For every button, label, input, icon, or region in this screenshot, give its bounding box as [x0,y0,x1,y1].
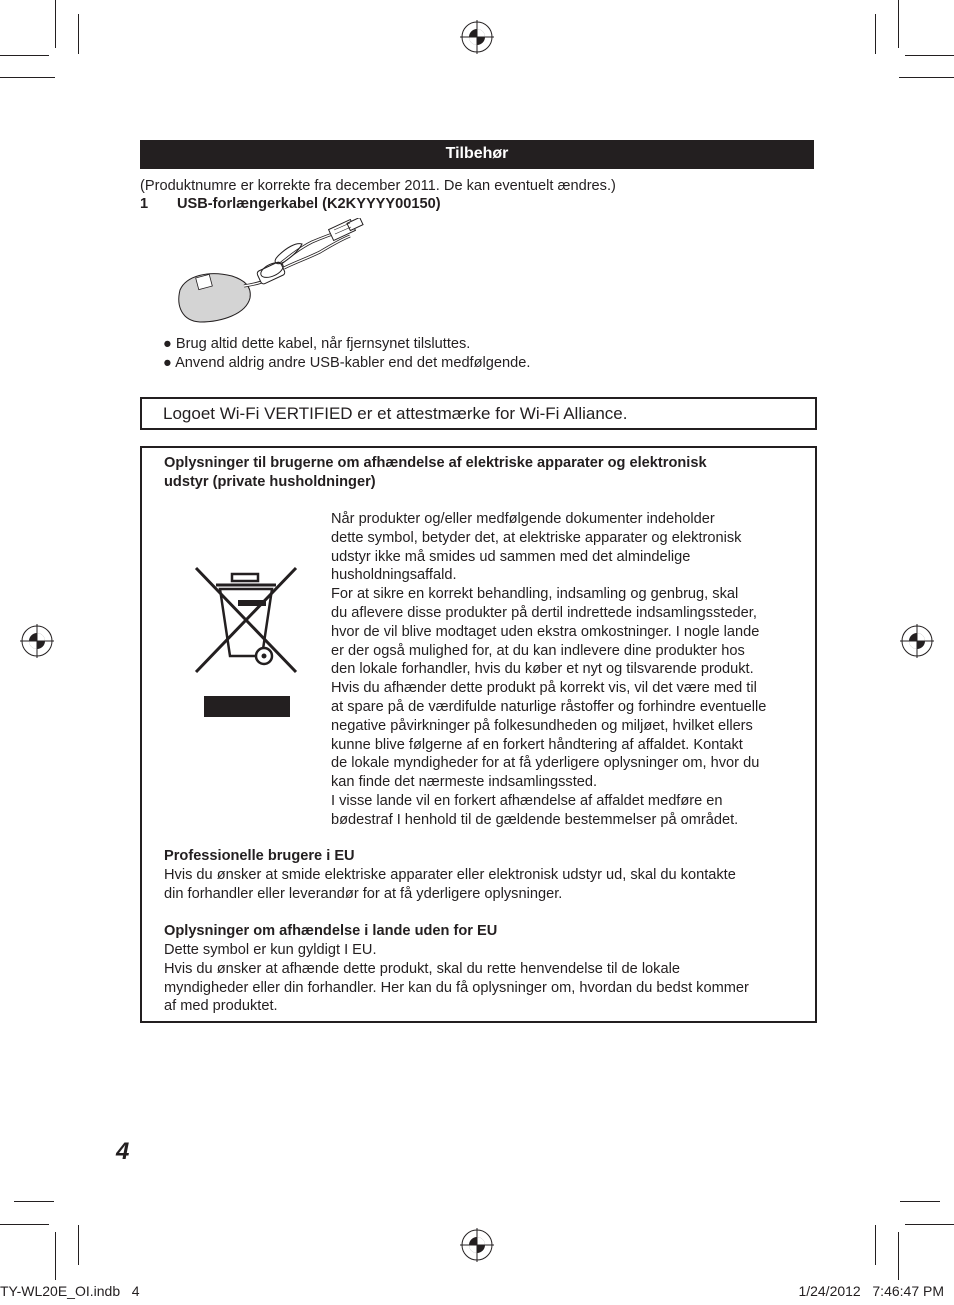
footer-timestamp: 1/24/2012 7:46:47 PM [798,1283,944,1299]
crop-mark [55,0,56,48]
registration-mark-icon [900,624,934,658]
bullet-text: Anvend aldrig andre USB-kabler end det medfølgende. [175,355,531,371]
wifi-notice-text: Logoet Wi-Fi VERTIFIED er et attestmærke for Wi-Fi Alliance. [163,404,628,423]
crop-mark [898,1232,899,1280]
pro-users-title: Professionelle brugere i EU [164,848,355,864]
footer-filename: TY-WL20E_OI.indb 4 [0,1283,140,1299]
crop-mark [0,55,49,56]
section-header: Tilbehør [140,140,814,169]
list-item [163,354,530,373]
crop-mark [0,1224,49,1225]
non-eu-text: Dette symbol er kun gyldigt I EU. Hvis du ønsker at afhænde dette produkt, skal du rette henvendelse til de lokale myndigheder eller din forhandler. Her kan du få oplysninger om, hvordan du bedst kommer af med produktet. [164,942,749,1015]
bullet-icon: ● [163,355,172,371]
non-eu-title: Oplysninger om afhændelse i lande uden for EU [164,923,498,939]
wifi-notice-box [140,397,817,430]
page-number: 4 [116,1138,130,1165]
crop-mark [14,1201,54,1202]
registration-mark-icon [20,624,54,658]
registration-mark-icon [460,20,494,54]
disposal-title: Oplysninger til brugerne om afhændelse af elektriske apparater og elektronisk udstyr (private husholdninger) [164,455,707,490]
bullet-text: Brug altid dette kabel, når fjernsynet tilsluttes. [175,336,471,352]
disposal-body: Når produkter og/eller medfølgende dokumenter indeholder dette symbol, betyder det, at elektriske apparater og elektronisk udstyr ikke må smides ud sammen med det almindelige husholdningsaffald. For at sikre en korrekt behandling, indsamling og genbrug, skal du aflevere disse produkter på dertil indrettede indsamlingssteder, hvor de vil blive modtaget uden ekstra omkostninger. I nogle lande er der også mulighed for, at du kan indlevere dine produkter hos den lokale forhandler, hvis du køber et nyt og tilsvarende produkt. Hvis du afhænder dette produkt på korrekt vis, vil det være med til at spare på de værdifulde naturlige råstoffer og forhindre eventuelle negative påvirkninger på folkesundheden og miljøet, hvilket ellers kunne blive følgerne af en forkert håndtering af affaldet. Kontakt de lokale myndigheder for at få yderligere oplysninger om, hvor du kan finde det nærmeste indsamlingssted. I visse lande vil en forkert afhændelse af affaldet medføre en bødestraf I henhold til de gældende bestemmelser på området. [331,511,767,828]
crop-mark [875,1225,876,1265]
product-number-note: (Produktnumre er korrekte fra december 2011. De kan eventuelt ændres.) [140,178,616,194]
item-number: 1 [140,196,149,212]
pro-users-text: Hvis du ønsker at smide elektriske apparater eller elektronisk udstyr ud, skal du kontakte din forhandler eller leverandør for at få yderligere oplysninger. [164,867,736,902]
crop-mark [875,14,876,54]
registration-mark-icon [460,1228,494,1262]
bullet-icon: ● [163,336,172,352]
crop-mark [78,14,79,54]
crossed-out-wheelie-bin-icon [192,562,302,720]
usb-cable-illustration [172,218,372,330]
crop-mark [905,1224,954,1225]
crop-mark [905,55,954,56]
crop-mark [899,77,954,78]
crop-mark [0,77,55,78]
crop-mark [78,1225,79,1265]
crop-mark [898,0,899,48]
crop-mark [900,1201,940,1202]
crop-mark [55,1232,56,1280]
item-label: USB-forlængerkabel (K2KYYYY00150) [177,196,441,212]
list-item [163,335,470,354]
